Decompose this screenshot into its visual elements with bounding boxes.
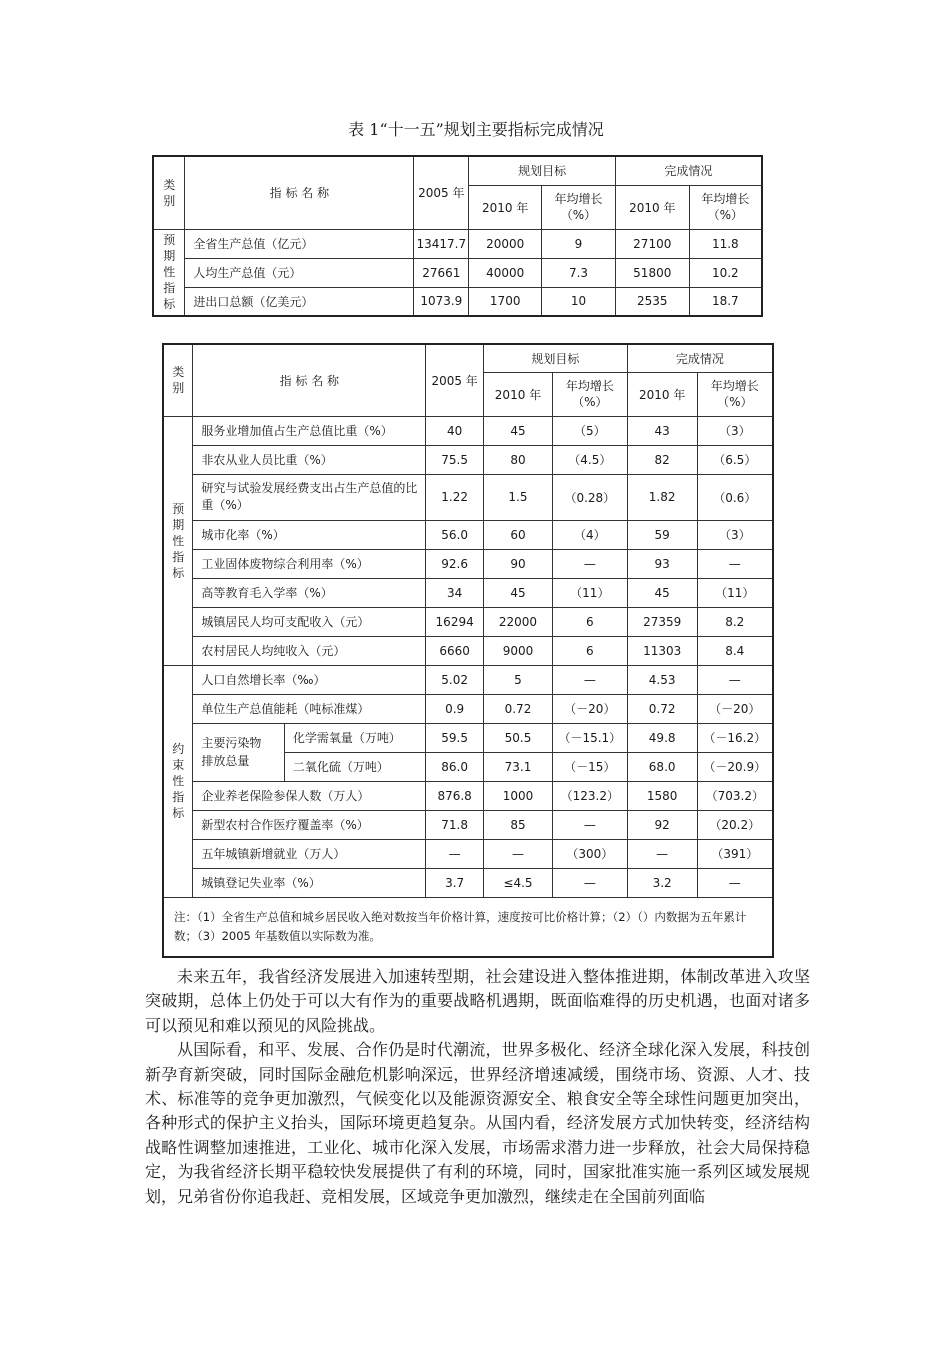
plan-2010: 1700 <box>469 287 542 316</box>
plan-avg: （5） <box>552 416 627 445</box>
indicator-name: 城市化率（%） <box>193 520 426 549</box>
plan-2010: — <box>484 839 553 868</box>
year-2005-header: 2005 年 <box>414 156 469 229</box>
indicator-name: 化学需氧量（万吨） <box>284 723 425 752</box>
done-2010: 27359 <box>627 607 697 636</box>
done-2010: 68.0 <box>627 752 697 781</box>
value-2005: 6660 <box>426 636 484 665</box>
table-row <box>163 607 773 636</box>
plan-2010: 45 <box>484 578 553 607</box>
value-2005: 75.5 <box>426 445 484 474</box>
table-row <box>163 665 773 694</box>
table-row <box>163 578 773 607</box>
value-2005: 5.02 <box>426 665 484 694</box>
indicator-name: 城镇居民人均可支配收入（元） <box>193 607 426 636</box>
done-avg: （3） <box>697 416 773 445</box>
done-avg: 8.2 <box>697 607 773 636</box>
indicator-name: 人口自然增长率（‰） <box>193 665 426 694</box>
done-header: 完成情况 <box>627 344 773 372</box>
indicator-name: 新型农村合作医疗覆盖率（%） <box>193 810 426 839</box>
plan-2010: 60 <box>484 520 553 549</box>
table-row <box>163 520 773 549</box>
done-avg: （6.5） <box>697 445 773 474</box>
done-2010: 93 <box>627 549 697 578</box>
done-2010-header: 2010 年 <box>615 185 689 229</box>
table-row <box>163 723 773 752</box>
plan-avg: — <box>552 665 627 694</box>
value-2005: 86.0 <box>426 752 484 781</box>
category-header: 类 别 <box>153 156 185 229</box>
category-binding: 约 束 性 指 标 <box>163 665 193 897</box>
done-2010: 92 <box>627 810 697 839</box>
value-2005: 59.5 <box>426 723 484 752</box>
done-2010: 1.82 <box>627 474 697 520</box>
table-row <box>163 694 773 723</box>
plan-2010-header: 2010 年 <box>484 372 553 416</box>
plan-2010: ≤4.5 <box>484 868 553 897</box>
table-row <box>163 549 773 578</box>
plan-2010: 20000 <box>469 229 542 258</box>
value-2005: 1.22 <box>426 474 484 520</box>
done-avg: （391） <box>697 839 773 868</box>
value-2005: — <box>426 839 484 868</box>
indicator-name: 五年城镇新增就业（万人） <box>193 839 426 868</box>
note-row <box>163 897 773 957</box>
plan-avg: （123.2） <box>552 781 627 810</box>
done-avg: （0.6） <box>697 474 773 520</box>
plan-2010: 1.5 <box>484 474 553 520</box>
indicator-name: 研究与试验发展经费支出占生产总值的比重（%） <box>193 474 426 520</box>
plan-avg: （4.5） <box>552 445 627 474</box>
done-avg: （20.2） <box>697 810 773 839</box>
table-row <box>163 474 773 520</box>
plan-avg: — <box>552 868 627 897</box>
done-2010: 0.72 <box>627 694 697 723</box>
value-2005: 13417.7 <box>414 229 469 258</box>
plan-avg: （－15.1） <box>552 723 627 752</box>
plan-2010-header: 2010 年 <box>469 185 542 229</box>
table-row <box>163 636 773 665</box>
pollutant-group: 主要污染物 排放总量 <box>193 723 285 781</box>
paragraph: 未来五年，我省经济发展进入加速转型期，社会建设进入整体推进期，体制改革进入攻坚突破期，总体上仍处于可以大有作为的重要战略机遇期，既面临难得的历史机遇，也面对诸多可以预见和难以预见的风险挑战。 <box>145 967 810 1035</box>
done-2010-header: 2010 年 <box>627 372 697 416</box>
indicator-name: 人均生产总值（元） <box>185 258 414 287</box>
plan-2010: 5 <box>484 665 553 694</box>
indicator-name: 农村居民人均纯收入（元） <box>193 636 426 665</box>
plan-2010: 0.72 <box>484 694 553 723</box>
done-avg: 18.7 <box>689 287 762 316</box>
done-2010: 51800 <box>615 258 689 287</box>
plan-avg: 6 <box>552 636 627 665</box>
value-2005: 34 <box>426 578 484 607</box>
indicator-name: 单位生产总值能耗（吨标准煤） <box>193 694 426 723</box>
indicator-name: 服务业增加值占生产总值比重（%） <box>193 416 426 445</box>
plan-avg-header: 年均增长 （%） <box>542 185 616 229</box>
plan-2010: 1000 <box>484 781 553 810</box>
done-avg: （－20） <box>697 694 773 723</box>
done-2010: 82 <box>627 445 697 474</box>
plan-header: 规划目标 <box>469 156 616 185</box>
indicators-table-1 <box>152 155 763 317</box>
plan-avg: （－20） <box>552 694 627 723</box>
indicator-name: 二氧化硫（万吨） <box>284 752 425 781</box>
plan-2010: 73.1 <box>484 752 553 781</box>
value-2005: 0.9 <box>426 694 484 723</box>
table-row <box>163 839 773 868</box>
done-avg: 10.2 <box>689 258 762 287</box>
indicator-header: 指 标 名 称 <box>193 344 426 416</box>
indicator-name: 全省生产总值（亿元） <box>185 229 414 258</box>
paragraph: 从国际看，和平、发展、合作仍是时代潮流，世界多极化、经济全球化深入发展，科技创新孕育新突破，同时国际金融危机影响深远，世界经济增速减缓，围绕市场、资源、人才、技术、标准等的竞争更加激烈，气候变化以及能源资源安全、粮食安全等全球性问题更加突出，各种形式的保护主义抬头，国际环境更趋复杂。从国内看，经济发展方式加快转变，经济结构战略性调整加速推进，工业化、城市化深入发展，市场需求潜力进一步释放，社会大局保持稳定，为我省经济长期平稳较快发展提供了有利的环境，同时，国家批准实施一系列区域发展规划，兄弟省份你追我赶、竞相发展，区域竞争更加激烈，继续走在全国前列面临 <box>145 1040 810 1206</box>
done-avg: — <box>697 868 773 897</box>
done-2010: 27100 <box>615 229 689 258</box>
done-avg-header: 年均增长 （%） <box>697 372 773 416</box>
indicator-name: 企业养老保险参保人数（万人） <box>193 781 426 810</box>
indicator-name: 工业固体废物综合利用率（%） <box>193 549 426 578</box>
table-title: 表 1“十一五”规划主要指标完成情况 <box>348 120 604 139</box>
done-2010: 45 <box>627 578 697 607</box>
done-2010: 2535 <box>615 287 689 316</box>
plan-avg: 9 <box>542 229 616 258</box>
plan-avg: 7.3 <box>542 258 616 287</box>
plan-avg: 6 <box>552 607 627 636</box>
plan-2010: 85 <box>484 810 553 839</box>
value-2005: 16294 <box>426 607 484 636</box>
table-row <box>163 868 773 897</box>
done-avg: 8.4 <box>697 636 773 665</box>
indicator-name: 高等教育毛入学率（%） <box>193 578 426 607</box>
plan-2010: 90 <box>484 549 553 578</box>
value-2005: 40 <box>426 416 484 445</box>
done-header: 完成情况 <box>615 156 762 185</box>
category-header: 类 别 <box>163 344 193 416</box>
table-row <box>163 810 773 839</box>
plan-avg: （11） <box>552 578 627 607</box>
done-2010: 59 <box>627 520 697 549</box>
done-avg: （3） <box>697 520 773 549</box>
value-2005: 876.8 <box>426 781 484 810</box>
table-row <box>163 445 773 474</box>
plan-2010: 40000 <box>469 258 542 287</box>
done-2010: 1580 <box>627 781 697 810</box>
done-2010: 49.8 <box>627 723 697 752</box>
done-2010: 3.2 <box>627 868 697 897</box>
plan-avg: — <box>552 810 627 839</box>
year-2005-header: 2005 年 <box>426 344 484 416</box>
value-2005: 71.8 <box>426 810 484 839</box>
done-2010: — <box>627 839 697 868</box>
plan-2010: 50.5 <box>484 723 553 752</box>
value-2005: 56.0 <box>426 520 484 549</box>
plan-2010: 80 <box>484 445 553 474</box>
plan-header: 规划目标 <box>484 344 628 372</box>
plan-avg: （300） <box>552 839 627 868</box>
done-avg: 11.8 <box>689 229 762 258</box>
indicator-name: 进出口总额（亿美元） <box>185 287 414 316</box>
category-expected: 预 期 性 指 标 <box>153 229 185 316</box>
value-2005: 3.7 <box>426 868 484 897</box>
table-row <box>163 781 773 810</box>
done-avg: （11） <box>697 578 773 607</box>
done-avg: — <box>697 665 773 694</box>
plan-avg: （－15） <box>552 752 627 781</box>
category-expected: 预 期 性 指 标 <box>163 416 193 665</box>
plan-avg: （4） <box>552 520 627 549</box>
plan-2010: 9000 <box>484 636 553 665</box>
indicator-header: 指 标 名 称 <box>185 156 414 229</box>
table-note: 注：（1）全省生产总值和城乡居民收入绝对数按当年价格计算，速度按可比价格计算；（2）（）内数据为五年累计数；（3）2005 年基数值以实际数为准。 <box>163 897 773 957</box>
body-text <box>145 965 810 1209</box>
table-row <box>163 416 773 445</box>
done-avg: — <box>697 549 773 578</box>
value-2005: 1073.9 <box>414 287 469 316</box>
done-2010: 11303 <box>627 636 697 665</box>
plan-avg: — <box>552 549 627 578</box>
indicator-name: 城镇登记失业率（%） <box>193 868 426 897</box>
plan-avg: 10 <box>542 287 616 316</box>
plan-2010: 22000 <box>484 607 553 636</box>
indicator-name: 非农从业人员比重（%） <box>193 445 426 474</box>
indicators-table-2 <box>162 343 774 958</box>
value-2005: 92.6 <box>426 549 484 578</box>
plan-2010: 45 <box>484 416 553 445</box>
plan-avg: （0.28） <box>552 474 627 520</box>
done-avg: （－20.9） <box>697 752 773 781</box>
done-avg-header: 年均增长 （%） <box>689 185 762 229</box>
done-2010: 43 <box>627 416 697 445</box>
value-2005: 27661 <box>414 258 469 287</box>
done-2010: 4.53 <box>627 665 697 694</box>
done-avg: （703.2） <box>697 781 773 810</box>
plan-avg-header: 年均增长 （%） <box>552 372 627 416</box>
done-avg: （－16.2） <box>697 723 773 752</box>
